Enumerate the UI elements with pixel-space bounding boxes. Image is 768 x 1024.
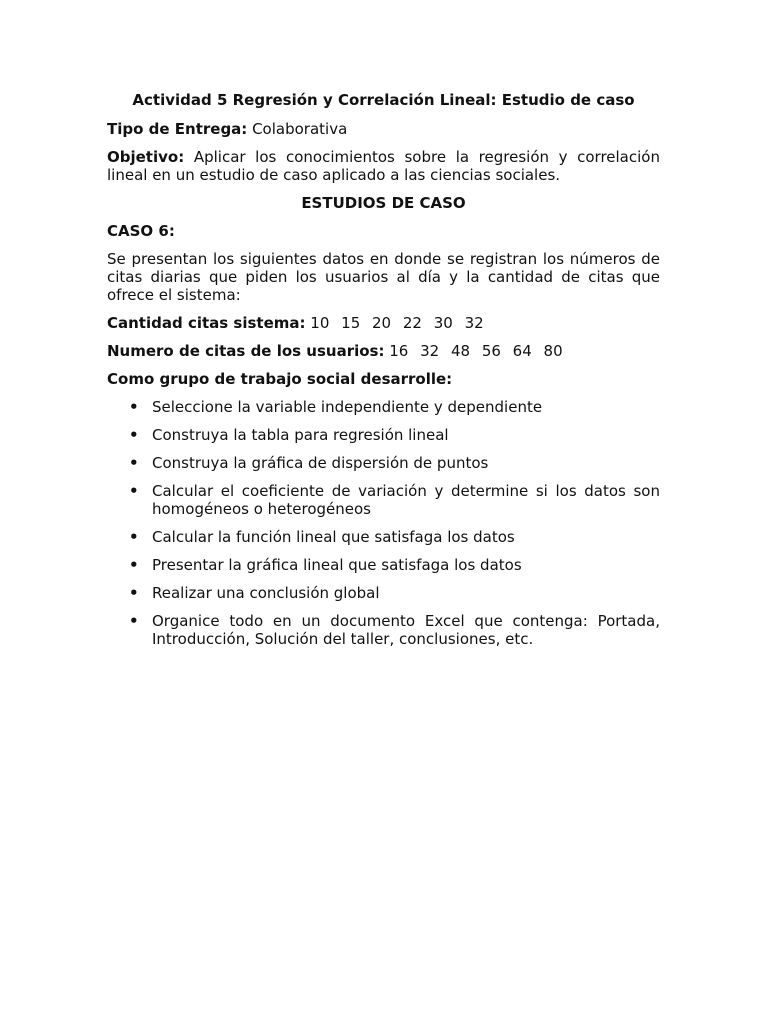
list-item bbox=[107, 528, 660, 546]
section-heading: ESTUDIOS DE CASO bbox=[301, 194, 466, 212]
task-text: Construya la gráfica de dispersión de puntos bbox=[152, 454, 489, 472]
system-appointments-values: 10 15 20 22 30 32 bbox=[310, 314, 484, 332]
bullet-icon: • bbox=[129, 426, 139, 444]
list-item bbox=[107, 612, 660, 648]
list-item bbox=[107, 584, 660, 602]
task-text: Organice todo en un documento Excel que contenga: Portada, Introducción, Solución del taller, conclusiones, etc. bbox=[152, 612, 660, 648]
bullet-icon: • bbox=[129, 528, 139, 546]
task-text: Construya la tabla para regresión lineal bbox=[152, 426, 449, 444]
task-text: Calcular la función lineal que satisfaga los datos bbox=[152, 528, 515, 546]
user-appointments-label: Numero de citas de los usuarios: bbox=[107, 342, 385, 360]
system-appointments-line bbox=[107, 314, 660, 332]
objective-label: Objetivo: bbox=[107, 148, 185, 166]
bullet-icon: • bbox=[129, 398, 139, 416]
objective-text: Aplicar los conocimientos sobre la regresión y correlación lineal en un estudio de caso aplicado a las ciencias sociales. bbox=[107, 148, 660, 184]
bullet-icon: • bbox=[129, 482, 139, 500]
user-appointments-values: 16 32 48 56 64 80 bbox=[389, 342, 563, 360]
task-text: Realizar una conclusión global bbox=[152, 584, 380, 602]
document-title: Actividad 5 Regresión y Correlación Lineal: Estudio de caso bbox=[132, 91, 635, 109]
tasks-list bbox=[107, 398, 660, 648]
list-item bbox=[107, 426, 660, 444]
bullet-icon: • bbox=[129, 556, 139, 574]
list-item bbox=[107, 556, 660, 574]
system-appointments-label: Cantidad citas sistema: bbox=[107, 314, 306, 332]
delivery-type-line bbox=[107, 120, 660, 138]
bullet-icon: • bbox=[129, 454, 139, 472]
list-item bbox=[107, 454, 660, 472]
document-page bbox=[107, 91, 660, 658]
delivery-type-value: Colaborativa bbox=[252, 120, 348, 138]
objective-paragraph bbox=[107, 148, 660, 184]
case-description: Se presentan los siguientes datos en donde se registran los números de citas diarias que piden los usuarios al día y la cantidad de citas que ofrece el sistema: bbox=[107, 250, 660, 304]
case-heading: CASO 6: bbox=[107, 222, 175, 240]
tasks-heading: Como grupo de trabajo social desarrolle: bbox=[107, 370, 453, 388]
delivery-type-label: Tipo de Entrega: bbox=[107, 120, 248, 138]
task-text: Seleccione la variable independiente y dependiente bbox=[152, 398, 543, 416]
task-text: Calcular el coeficiente de variación y determine si los datos son homogéneos o heterogéneos bbox=[152, 482, 660, 518]
bullet-icon: • bbox=[129, 584, 139, 602]
list-item bbox=[107, 482, 660, 518]
user-appointments-line bbox=[107, 342, 660, 360]
list-item bbox=[107, 398, 660, 416]
bullet-icon: • bbox=[129, 612, 139, 630]
task-text: Presentar la gráfica lineal que satisfaga los datos bbox=[152, 556, 522, 574]
